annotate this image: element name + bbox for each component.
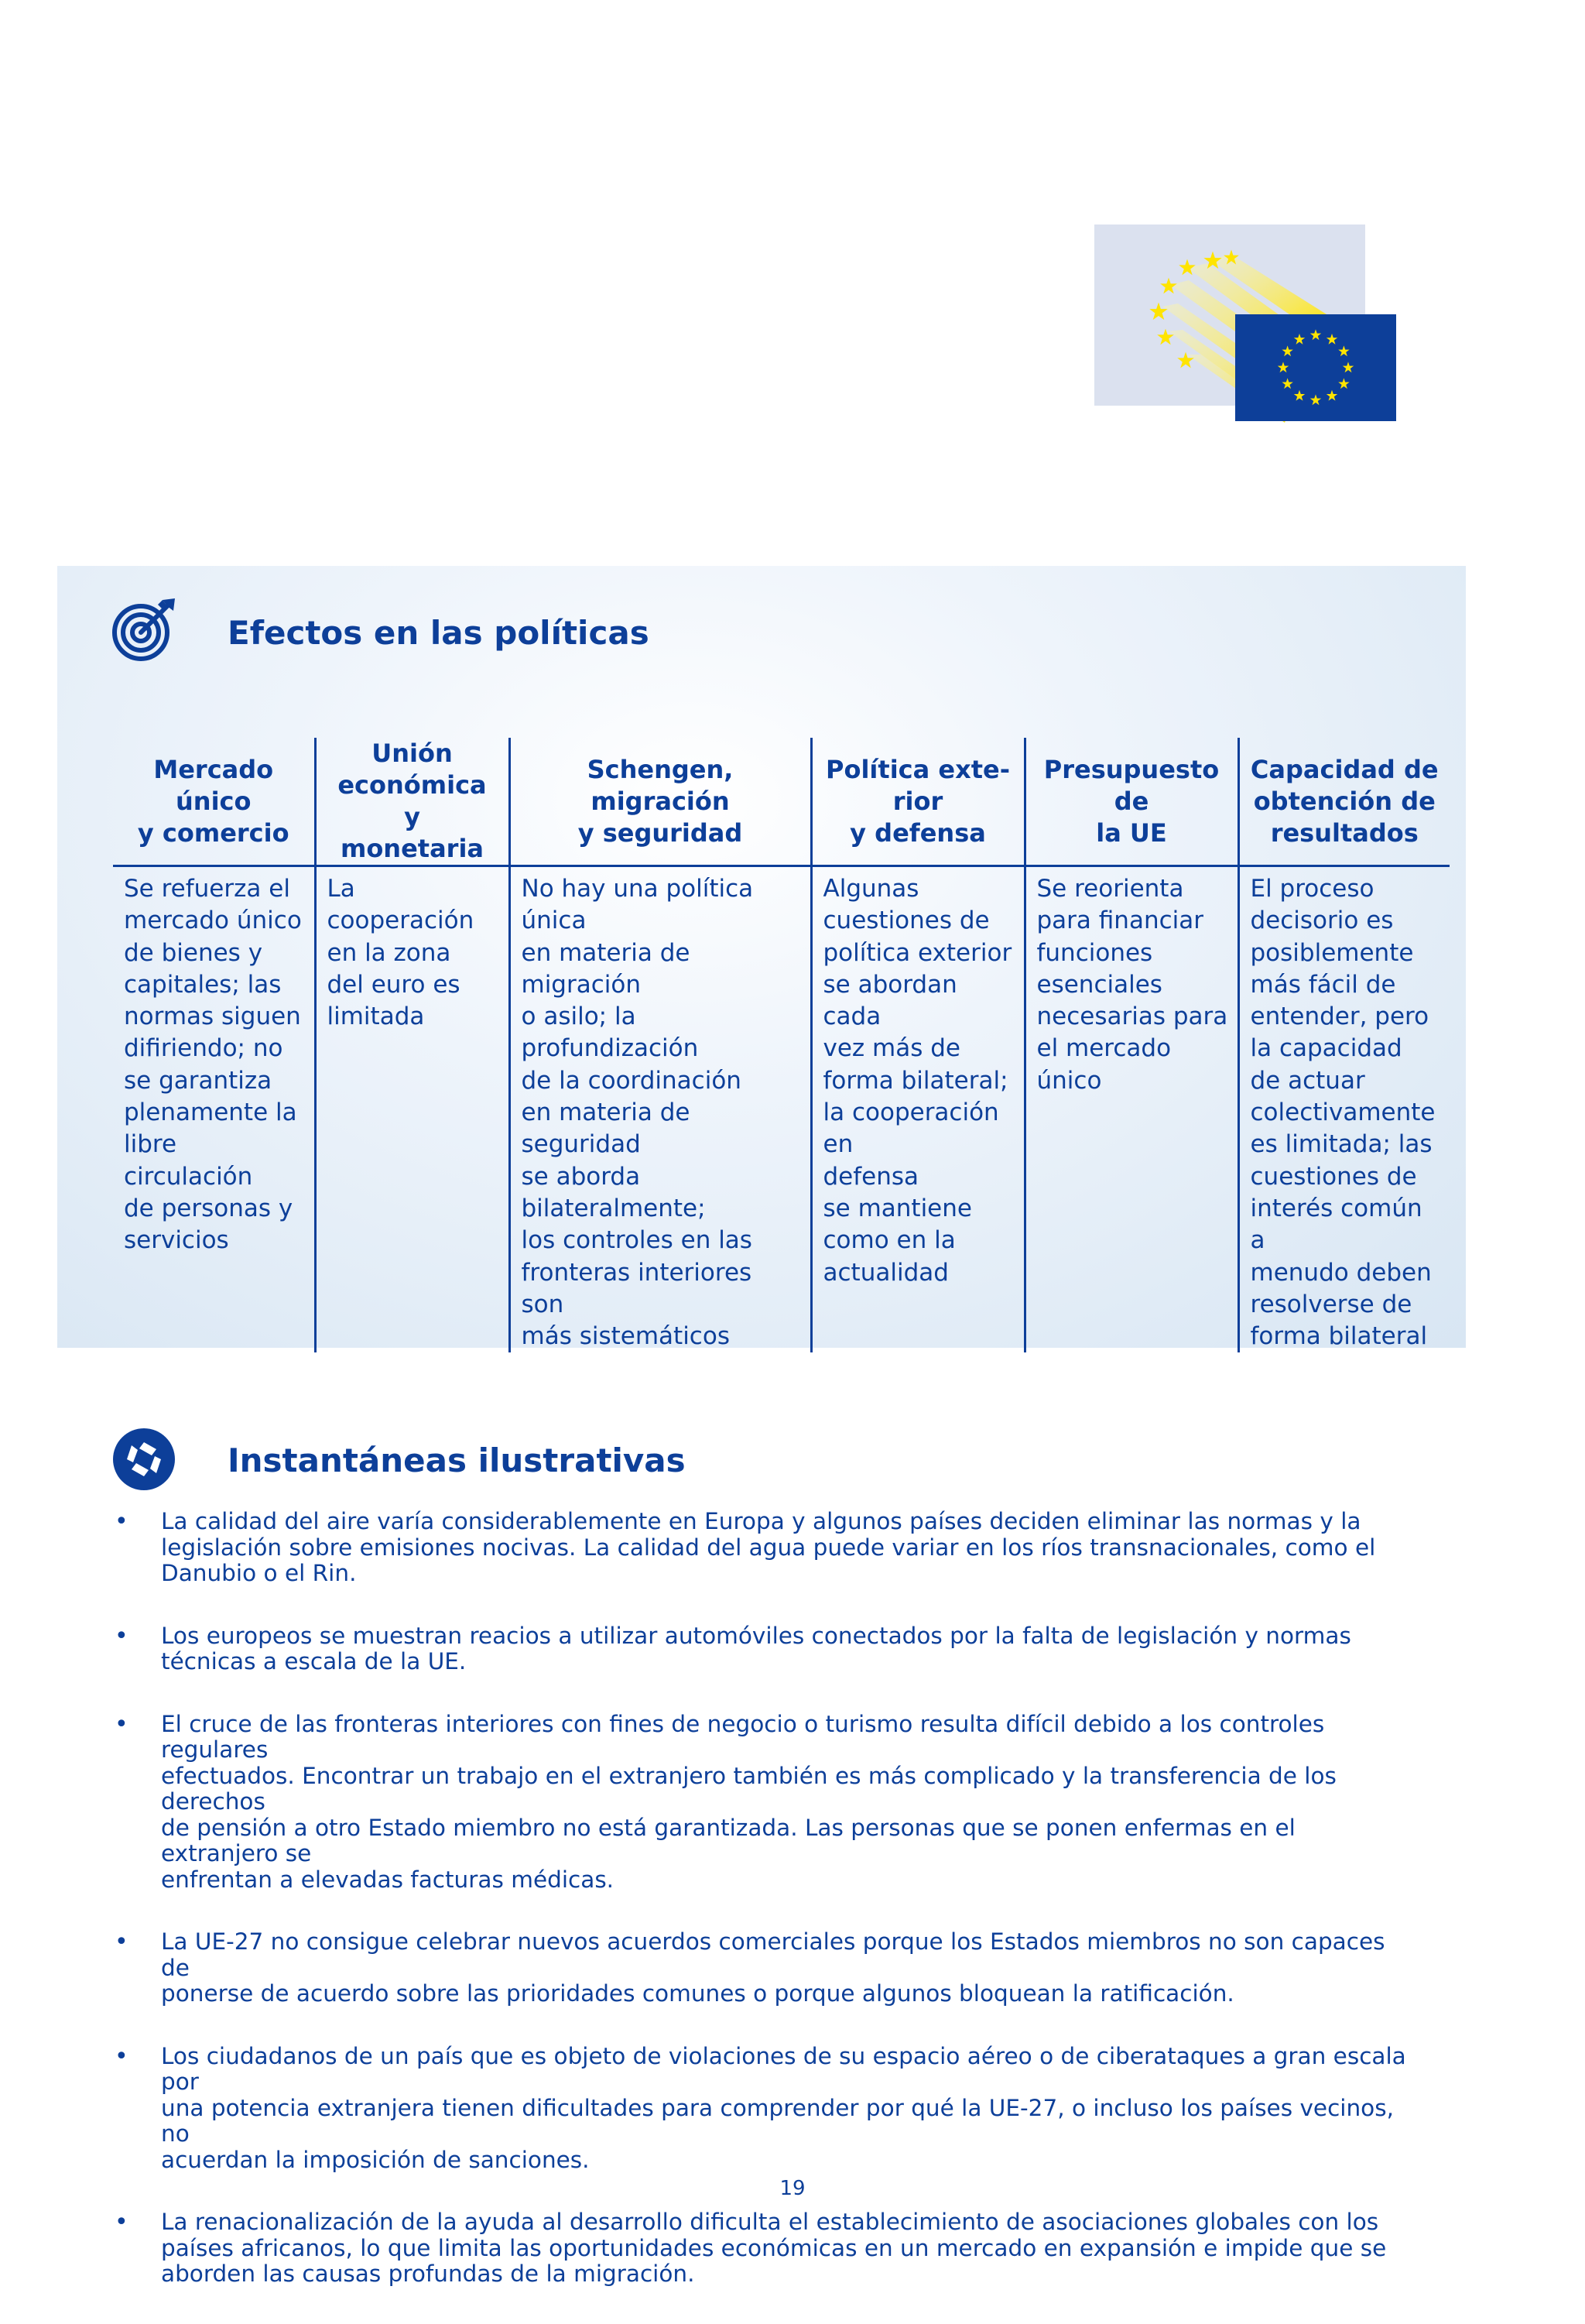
text-line: Política exte- xyxy=(826,754,1010,784)
column-body-presupuesto xyxy=(1025,866,1238,1353)
text-line: económica y xyxy=(337,770,487,831)
text-line: Capacidad de xyxy=(1250,754,1439,784)
column-body-mercado xyxy=(113,866,315,1353)
text-line: vez más de xyxy=(823,1034,960,1063)
text-line: necesarias para xyxy=(1036,1003,1228,1031)
column-header-presupuesto xyxy=(1025,738,1238,866)
text-line: la capacidad xyxy=(1250,1034,1402,1063)
bullet-icon: • xyxy=(115,1928,128,1956)
text-line: Unión xyxy=(371,739,453,768)
text-line: ponerse de acuerdo sobre las prioridades comunes o porque algunos bloquean la ratificación. xyxy=(161,1980,1234,2007)
text-line: el mercado único xyxy=(1036,1034,1172,1095)
text-line: capitales; las xyxy=(124,970,282,999)
text-line: resultados xyxy=(1270,818,1419,848)
text-line: normas siguen xyxy=(124,1003,301,1031)
text-line: fronteras interiores son xyxy=(521,1258,752,1318)
text-line: en materia de seguridad xyxy=(521,1099,690,1159)
text-line: colectivamente xyxy=(1250,1099,1436,1127)
target-icon xyxy=(111,597,176,662)
text-line: aborden las causas profundas de la migración. xyxy=(161,2261,695,2287)
page-number: 19 xyxy=(779,2177,806,2200)
text-line: se aborda bilateralmente; xyxy=(521,1162,706,1222)
text-line: es limitada; las xyxy=(1250,1130,1433,1159)
bullet-icon: • xyxy=(115,2209,128,2236)
text-line: La calidad del aire varía considerablemente en Europa y algunos países deciden eliminar las normas y la xyxy=(161,1508,1361,1534)
text-line: rior xyxy=(892,786,943,816)
text-line: Se reorienta xyxy=(1036,875,1184,903)
bullet-icon: • xyxy=(115,1508,128,1535)
text-line: No hay una política única xyxy=(521,875,754,935)
column-header-union xyxy=(315,738,509,866)
camera-shutter-icon xyxy=(111,1427,176,1492)
text-line: del euro es xyxy=(327,970,460,999)
text-line: de pensión a otro Estado miembro no está garantizada. Las personas que se ponen enfermas en el extranjero se xyxy=(161,1814,1296,1866)
text-line: y comercio xyxy=(137,818,289,848)
text-line: entender, pero xyxy=(1250,1003,1429,1031)
text-line: esenciales xyxy=(1036,970,1162,999)
text-line: Los ciudadanos de un país que es objeto de violaciones de su espacio aéreo o de ciberataques a gran escala por xyxy=(161,2042,1406,2095)
text-line: Presupuesto de xyxy=(1043,754,1220,816)
text-line: se mantiene xyxy=(823,1194,972,1222)
text-line: defensa xyxy=(823,1162,919,1191)
text-line: interés común a xyxy=(1250,1194,1422,1255)
snapshot-item xyxy=(113,1509,1413,1587)
text-line: mercado único xyxy=(124,907,302,935)
policy-effects-table xyxy=(113,738,1450,1352)
text-line: forma bilateral xyxy=(1250,1322,1428,1351)
text-line: Algunas xyxy=(823,875,919,903)
text-line: países africanos, lo que limita las oportunidades económicas en un mercado en expansión e impide que se xyxy=(161,2234,1387,2261)
eu-flag-graphic xyxy=(1094,223,1398,424)
text-line: El cruce de las fronteras interiores con fines de negocio o turismo resulta difícil debido a los controles regulares xyxy=(161,1710,1325,1763)
text-line: Los europeos se muestran reacios a utilizar automóviles conectados por la falta de legislación y normas xyxy=(161,1622,1351,1649)
text-line: plenamente la xyxy=(124,1099,297,1127)
text-line: Danubio o el Rin. xyxy=(161,1560,357,1586)
text-line: forma bilateral; xyxy=(823,1066,1008,1095)
text-line: enfrentan a elevadas facturas médicas. xyxy=(161,1866,614,1893)
text-line: resolverse de xyxy=(1250,1290,1412,1318)
text-line: legislación sobre emisiones nocivas. La calidad del agua puede variar en los ríos transnacionales, como el xyxy=(161,1534,1376,1561)
text-line: o asilo; la profundización xyxy=(521,1003,699,1063)
text-line: más fácil de xyxy=(1250,970,1396,999)
text-line: para financiar xyxy=(1036,907,1203,935)
effects-title: Efectos en las políticas xyxy=(228,614,649,652)
text-line: El proceso xyxy=(1250,875,1374,903)
snapshots-title: Instantáneas ilustrativas xyxy=(228,1441,686,1479)
text-line: más sistemáticos xyxy=(521,1322,730,1351)
snapshot-item xyxy=(113,1623,1413,1675)
text-line: política exterior xyxy=(823,938,1012,967)
snapshot-item xyxy=(113,2209,1413,2288)
snapshot-item xyxy=(113,1712,1413,1894)
text-line: acuerdan la imposición de sanciones. xyxy=(161,2146,590,2173)
text-line: monetaria xyxy=(340,834,484,863)
text-line: posiblemente xyxy=(1250,938,1414,967)
text-line: actualidad xyxy=(823,1258,949,1287)
text-line: limitada xyxy=(327,1003,425,1031)
text-line: los controles en las xyxy=(521,1226,752,1255)
bullet-icon: • xyxy=(115,1710,128,1738)
text-line: la UE xyxy=(1096,818,1167,848)
text-line: servicios xyxy=(124,1226,229,1255)
text-line: se garantiza xyxy=(124,1066,272,1095)
text-line: efectuados. Encontrar un trabajo en el extranjero también es más complicado y la transferencia de los derechos xyxy=(161,1762,1337,1815)
text-line: Se refuerza el xyxy=(124,875,290,903)
text-line: una potencia extranjera tienen dificultades para comprender por qué la UE-27, o incluso los países vecinos, no xyxy=(161,2094,1394,2147)
snapshot-item xyxy=(113,1929,1413,2007)
snapshot-list xyxy=(113,1509,1413,2324)
text-line: de personas y xyxy=(124,1194,293,1222)
text-line: obtención de xyxy=(1253,786,1436,816)
column-body-capacidad xyxy=(1238,866,1450,1353)
text-line: y defensa xyxy=(850,818,986,848)
text-line: libre circulación xyxy=(124,1130,253,1191)
text-line: la cooperación en xyxy=(823,1099,999,1159)
column-header-schengen xyxy=(509,738,811,866)
bullet-icon: • xyxy=(115,1622,128,1650)
column-body-politica-exterior xyxy=(811,866,1025,1353)
text-line: Mercado único xyxy=(153,754,274,816)
text-line: funciones xyxy=(1036,938,1153,967)
text-line: de bienes y xyxy=(124,938,263,967)
eu-flag-illustration xyxy=(1094,223,1398,424)
text-line: menudo deben xyxy=(1250,1258,1432,1287)
text-line: se abordan cada xyxy=(823,970,957,1031)
column-body-schengen xyxy=(509,866,811,1353)
snapshot-item xyxy=(113,2044,1413,2174)
text-line: como en la xyxy=(823,1226,956,1255)
column-header-mercado xyxy=(113,738,315,866)
text-line: técnicas a escala de la UE. xyxy=(161,1648,467,1674)
column-body-union xyxy=(315,866,509,1353)
text-line: cuestiones de xyxy=(1250,1162,1417,1191)
text-line: La cooperación xyxy=(327,875,474,935)
text-line: La renacionalización de la ayuda al desarrollo dificulta el establecimiento de asociaciones globales con los xyxy=(161,2209,1379,2235)
text-line: cuestiones de xyxy=(823,907,990,935)
column-header-capacidad xyxy=(1238,738,1450,866)
text-line: y seguridad xyxy=(577,818,743,848)
text-line: de actuar xyxy=(1250,1066,1365,1095)
bullet-icon: • xyxy=(115,2042,128,2070)
text-line: difiriendo; no xyxy=(124,1034,283,1063)
text-line: decisorio es xyxy=(1250,907,1394,935)
text-line: en la zona xyxy=(327,938,451,967)
effects-panel xyxy=(57,566,1466,1351)
text-line: La UE-27 no consigue celebrar nuevos acuerdos comerciales porque los Estados miembros no son capaces de xyxy=(161,1928,1385,1981)
text-line: de la coordinación xyxy=(521,1066,741,1095)
column-header-politica-exterior xyxy=(811,738,1025,866)
text-line: en materia de migración xyxy=(521,938,690,999)
text-line: Schengen, migración xyxy=(587,754,734,816)
